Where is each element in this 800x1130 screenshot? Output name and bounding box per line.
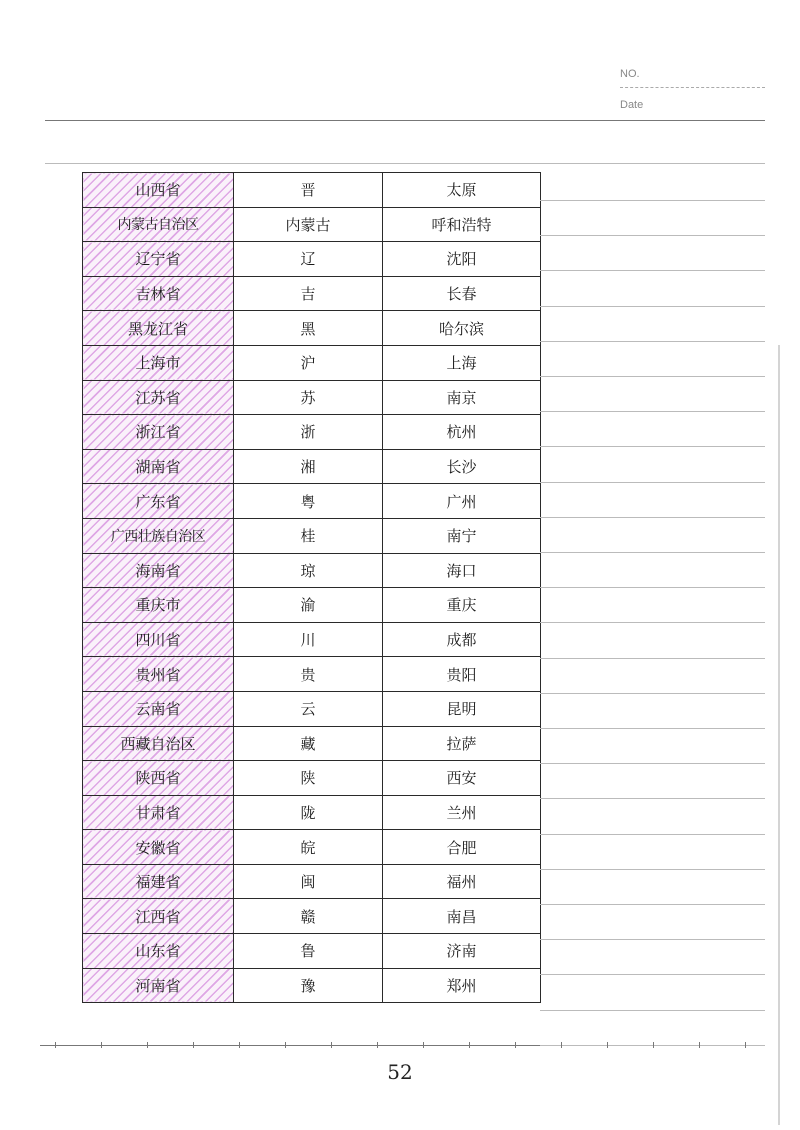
province-name: 云南省	[135, 700, 181, 719]
abbreviation-cell: 赣	[234, 899, 383, 934]
table-row	[83, 726, 541, 761]
capital-cell: 太原	[383, 173, 541, 208]
table-row	[83, 795, 541, 830]
province-name: 山东省	[135, 942, 181, 961]
province-cell	[83, 968, 234, 1003]
table-row	[83, 484, 541, 519]
province-cell	[83, 518, 234, 553]
abbreviation-cell: 内蒙古	[234, 207, 383, 242]
ruled-line	[540, 446, 765, 447]
abbreviation-cell: 豫	[234, 968, 383, 1003]
province-name: 安徽省	[135, 838, 181, 857]
table-row	[83, 207, 541, 242]
ruler-tick	[377, 1042, 378, 1048]
ruler-tick	[745, 1042, 746, 1048]
capital-cell: 西安	[383, 761, 541, 796]
abbreviation-cell: 渝	[234, 588, 383, 623]
ruler-tick	[699, 1042, 700, 1048]
ruled-line	[540, 306, 765, 307]
header-rule	[45, 120, 765, 121]
abbreviation-cell: 川	[234, 622, 383, 657]
province-name: 黑龙江省	[127, 319, 188, 338]
capital-cell: 福州	[383, 864, 541, 899]
table-row	[83, 588, 541, 623]
table-row	[83, 173, 541, 208]
capital-cell: 合肥	[383, 830, 541, 865]
province-name: 上海市	[135, 354, 181, 373]
table-row	[83, 553, 541, 588]
abbreviation-cell: 藏	[234, 726, 383, 761]
ruled-line	[540, 235, 765, 236]
capital-cell: 昆明	[383, 691, 541, 726]
page-number: 52	[387, 1060, 413, 1084]
header-no-label: NO.	[620, 68, 640, 80]
capital-cell: 沈阳	[383, 242, 541, 277]
ruled-line	[540, 552, 765, 553]
ruled-line	[45, 163, 765, 164]
table-row	[83, 691, 541, 726]
abbreviation-cell: 桂	[234, 518, 383, 553]
province-name: 甘肃省	[135, 803, 181, 822]
abbreviation-cell: 闽	[234, 864, 383, 899]
capital-cell: 兰州	[383, 795, 541, 830]
ruled-line	[540, 763, 765, 764]
province-cell	[83, 173, 234, 208]
abbreviation-cell: 贵	[234, 657, 383, 692]
ruled-line	[540, 728, 765, 729]
province-cell	[83, 830, 234, 865]
ruled-line	[540, 869, 765, 870]
table-row	[83, 761, 541, 796]
capital-cell: 海口	[383, 553, 541, 588]
abbreviation-cell: 湘	[234, 449, 383, 484]
page-edge	[778, 345, 780, 1125]
abbreviation-cell: 粤	[234, 484, 383, 519]
abbreviation-cell: 云	[234, 691, 383, 726]
capital-cell: 重庆	[383, 588, 541, 623]
ruled-line	[540, 270, 765, 271]
ruled-line	[540, 693, 765, 694]
province-name: 西藏自治区	[120, 734, 196, 753]
province-cell	[83, 311, 234, 346]
table-row	[83, 899, 541, 934]
ruler-tick	[515, 1042, 516, 1048]
province-name: 贵州省	[135, 665, 181, 684]
ruler-tick	[653, 1042, 654, 1048]
province-cell	[83, 380, 234, 415]
abbreviation-cell: 吉	[234, 276, 383, 311]
province-cell	[83, 795, 234, 830]
province-name: 陕西省	[135, 769, 181, 788]
province-cell	[83, 588, 234, 623]
header-no-line	[620, 87, 765, 88]
table-row	[83, 276, 541, 311]
capital-cell: 拉萨	[383, 726, 541, 761]
ruled-line	[540, 622, 765, 623]
ruled-line	[540, 200, 765, 201]
province-cell	[83, 345, 234, 380]
province-cell	[83, 553, 234, 588]
table-row	[83, 242, 541, 277]
ruled-line	[540, 376, 765, 377]
capital-cell: 长沙	[383, 449, 541, 484]
ruled-line	[540, 411, 765, 412]
province-table	[82, 172, 541, 1003]
abbreviation-cell: 晋	[234, 173, 383, 208]
capital-cell: 杭州	[383, 415, 541, 450]
table-row	[83, 968, 541, 1003]
province-cell	[83, 726, 234, 761]
province-name: 广东省	[135, 492, 181, 511]
province-name: 四川省	[135, 631, 181, 650]
ruler-tick	[239, 1042, 240, 1048]
capital-cell: 长春	[383, 276, 541, 311]
abbreviation-cell: 陇	[234, 795, 383, 830]
ruler-tick	[55, 1042, 56, 1048]
province-name: 广西壮族自治区	[110, 528, 206, 545]
table-row	[83, 449, 541, 484]
table-row	[83, 830, 541, 865]
capital-cell: 上海	[383, 345, 541, 380]
abbreviation-cell: 黑	[234, 311, 383, 346]
ruler-tick	[423, 1042, 424, 1048]
table-row	[83, 622, 541, 657]
ruled-line	[540, 904, 765, 905]
province-name: 内蒙古自治区	[117, 217, 199, 234]
abbreviation-cell: 皖	[234, 830, 383, 865]
capital-cell: 南京	[383, 380, 541, 415]
province-name: 辽宁省	[135, 250, 181, 269]
province-cell	[83, 242, 234, 277]
abbreviation-cell: 鲁	[234, 934, 383, 969]
province-cell	[83, 484, 234, 519]
province-name: 河南省	[135, 976, 181, 995]
ruled-line	[540, 939, 765, 940]
province-name: 江西省	[135, 907, 181, 926]
table-row	[83, 657, 541, 692]
province-name: 福建省	[135, 873, 181, 892]
province-cell	[83, 864, 234, 899]
capital-cell: 呼和浩特	[383, 207, 541, 242]
province-cell	[83, 207, 234, 242]
ruler-tick	[193, 1042, 194, 1048]
capital-cell: 南昌	[383, 899, 541, 934]
table-row	[83, 518, 541, 553]
abbreviation-cell: 苏	[234, 380, 383, 415]
capital-cell: 济南	[383, 934, 541, 969]
capital-cell: 郑州	[383, 968, 541, 1003]
province-name: 重庆市	[135, 596, 181, 615]
ruler-tick	[331, 1042, 332, 1048]
province-cell	[83, 276, 234, 311]
table-row	[83, 415, 541, 450]
ruled-line	[540, 1010, 765, 1011]
capital-cell: 南宁	[383, 518, 541, 553]
province-cell	[83, 691, 234, 726]
capital-cell: 成都	[383, 622, 541, 657]
ruled-line	[540, 517, 765, 518]
table-row	[83, 311, 541, 346]
table-row	[83, 934, 541, 969]
ruled-line	[540, 834, 765, 835]
table-body	[83, 173, 541, 1003]
table-row	[83, 380, 541, 415]
ruler-tick	[101, 1042, 102, 1048]
header-date-label: Date	[620, 99, 644, 111]
abbreviation-cell: 陕	[234, 761, 383, 796]
ruled-line	[540, 341, 765, 342]
capital-cell: 贵阳	[383, 657, 541, 692]
ruler-tick	[147, 1042, 148, 1048]
province-name: 吉林省	[135, 285, 181, 304]
ruled-line	[540, 482, 765, 483]
province-cell	[83, 622, 234, 657]
province-cell	[83, 449, 234, 484]
province-cell	[83, 934, 234, 969]
abbreviation-cell: 浙	[234, 415, 383, 450]
ruler-tick	[285, 1042, 286, 1048]
ruled-line	[540, 974, 765, 975]
province-name: 湖南省	[135, 458, 181, 477]
province-cell	[83, 657, 234, 692]
ruler-tick	[469, 1042, 470, 1048]
province-name: 江苏省	[135, 388, 181, 407]
ruled-line	[540, 798, 765, 799]
capital-cell: 哈尔滨	[383, 311, 541, 346]
table-row	[83, 864, 541, 899]
abbreviation-cell: 琼	[234, 553, 383, 588]
ruler-tick	[561, 1042, 562, 1048]
capital-cell: 广州	[383, 484, 541, 519]
province-cell	[83, 415, 234, 450]
ruled-line	[540, 658, 765, 659]
province-name: 海南省	[135, 561, 181, 580]
province-cell	[83, 899, 234, 934]
ruler-tick	[607, 1042, 608, 1048]
province-cell	[83, 761, 234, 796]
abbreviation-cell: 辽	[234, 242, 383, 277]
province-name: 浙江省	[135, 423, 181, 442]
province-name: 山西省	[135, 181, 181, 200]
ruled-line	[540, 587, 765, 588]
abbreviation-cell: 沪	[234, 345, 383, 380]
table-row	[83, 345, 541, 380]
